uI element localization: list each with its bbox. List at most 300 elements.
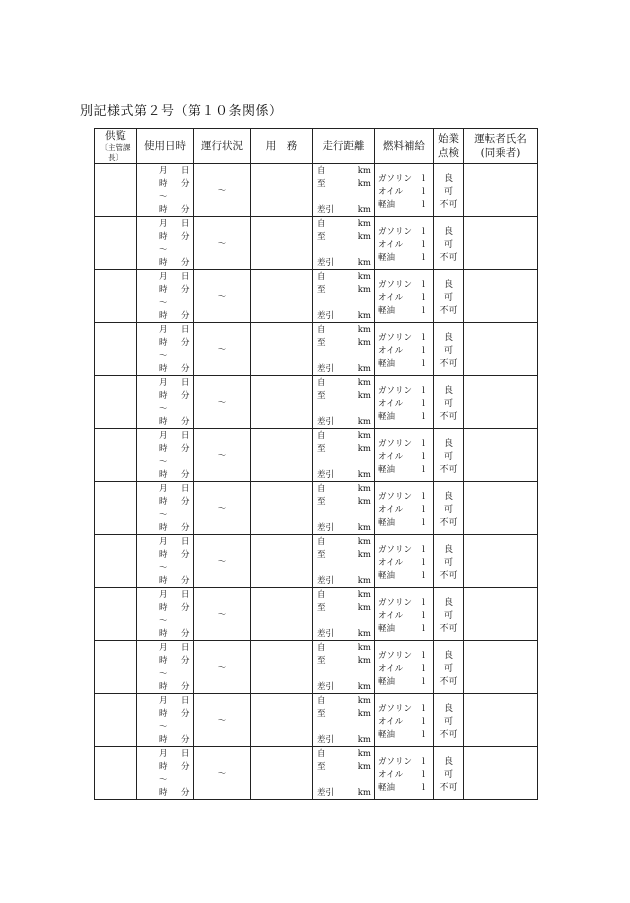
gasoline-label: ガソリン	[378, 757, 413, 767]
day-label: 日	[181, 378, 190, 388]
inspection-cell[interactable]	[434, 376, 464, 429]
liter-oil: l	[422, 611, 425, 621]
fuel-cell[interactable]	[375, 641, 434, 694]
business-cell[interactable]	[251, 694, 313, 747]
kyoran-cell[interactable]	[95, 164, 137, 217]
liter-gasoline: l	[422, 174, 425, 184]
operation-status-cell[interactable]	[194, 535, 251, 588]
minute-label-end: 分	[181, 470, 190, 480]
inspection-ok: 可	[443, 452, 453, 462]
driver-cell[interactable]	[464, 217, 538, 270]
day-label: 日	[181, 590, 190, 600]
tilde-label: ～	[159, 457, 168, 467]
minute-label: 分	[181, 656, 190, 666]
driver-cell[interactable]	[464, 429, 538, 482]
business-cell[interactable]	[251, 588, 313, 641]
fuel-cell[interactable]	[375, 217, 434, 270]
km-label-from: km	[357, 590, 371, 600]
hour-label: 時	[159, 550, 168, 560]
operation-status-cell[interactable]	[194, 376, 251, 429]
inspection-ng: 不可	[439, 200, 458, 210]
table-row	[95, 535, 538, 588]
hour-label: 時	[159, 179, 168, 189]
month-label: 月	[159, 537, 168, 547]
operation-status-cell[interactable]	[194, 270, 251, 323]
gasoline-label: ガソリン	[378, 651, 413, 661]
day-label: 日	[181, 643, 190, 653]
minute-label-end: 分	[181, 788, 190, 798]
driver-cell[interactable]	[464, 747, 538, 800]
table-row	[95, 747, 538, 800]
fuel-cell[interactable]	[375, 482, 434, 535]
liter-keiyu: l	[422, 200, 425, 210]
hour-label: 時	[159, 603, 168, 613]
header-driver-line2: (同乗者)	[480, 147, 521, 159]
diff-label: 差引	[317, 523, 335, 533]
keiyu-label: 軽油	[378, 571, 396, 581]
inspection-ok: 可	[443, 717, 453, 727]
to-label: 至	[317, 762, 326, 772]
diff-label: 差引	[317, 735, 335, 745]
datetime-cell[interactable]	[137, 641, 194, 694]
table-row	[95, 694, 538, 747]
oil-label: オイル	[378, 293, 404, 303]
gasoline-label: ガソリン	[378, 439, 413, 449]
from-label: 自	[317, 590, 326, 600]
keiyu-label: 軽油	[378, 359, 396, 369]
km-label-to: km	[357, 285, 371, 295]
inspection-cell[interactable]	[434, 535, 464, 588]
distance-cell[interactable]	[313, 429, 375, 482]
inspection-cell[interactable]	[434, 217, 464, 270]
inspection-ng: 不可	[439, 518, 458, 528]
fuel-cell[interactable]	[375, 535, 434, 588]
hour-label: 時	[159, 232, 168, 242]
minute-label-end: 分	[181, 311, 190, 321]
liter-oil: l	[422, 717, 425, 727]
month-label: 月	[159, 378, 168, 388]
km-label-from: km	[357, 166, 371, 176]
to-label: 至	[317, 444, 326, 454]
oil-label: オイル	[378, 452, 404, 462]
km-label-from: km	[357, 431, 371, 441]
kyoran-cell[interactable]	[95, 270, 137, 323]
liter-oil: l	[422, 346, 425, 356]
km-label-from: km	[357, 643, 371, 653]
km-label-diff: km	[357, 470, 371, 480]
km-label-from: km	[357, 749, 371, 759]
operation-tilde: ～	[217, 610, 227, 620]
to-label: 至	[317, 179, 326, 189]
table-row	[95, 482, 538, 535]
minute-label-end: 分	[181, 523, 190, 533]
distance-cell[interactable]	[313, 482, 375, 535]
to-label: 至	[317, 338, 326, 348]
inspection-ok: 可	[443, 240, 453, 250]
liter-oil: l	[422, 452, 425, 462]
fuel-cell[interactable]	[375, 588, 434, 641]
oil-label: オイル	[378, 187, 404, 197]
liter-keiyu: l	[422, 518, 425, 528]
liter-gasoline: l	[422, 333, 425, 343]
diff-label: 差引	[317, 629, 335, 639]
inspection-ng: 不可	[439, 677, 458, 687]
inspection-cell[interactable]	[434, 270, 464, 323]
to-label: 至	[317, 497, 326, 507]
minute-label: 分	[181, 603, 190, 613]
keiyu-label: 軽油	[378, 306, 396, 316]
datetime-cell[interactable]	[137, 270, 194, 323]
datetime-cell[interactable]	[137, 323, 194, 376]
km-label-to: km	[357, 179, 371, 189]
table-header-row	[95, 129, 538, 164]
inspection-cell[interactable]	[434, 482, 464, 535]
inspection-cell[interactable]	[434, 323, 464, 376]
kyoran-cell[interactable]	[95, 217, 137, 270]
hour-label-end: 時	[159, 576, 168, 586]
business-cell[interactable]	[251, 429, 313, 482]
from-label: 自	[317, 272, 326, 282]
hour-label-end: 時	[159, 205, 168, 215]
tilde-label: ～	[159, 245, 168, 255]
kyoran-cell[interactable]	[95, 482, 137, 535]
inspection-ok: 可	[443, 293, 453, 303]
operation-tilde: ～	[217, 239, 227, 249]
datetime-cell[interactable]	[137, 482, 194, 535]
day-label: 日	[181, 219, 190, 229]
keiyu-label: 軽油	[378, 465, 396, 475]
oil-label: オイル	[378, 240, 404, 250]
minute-label-end: 分	[181, 258, 190, 268]
keiyu-label: 軽油	[378, 518, 396, 528]
header-kyoran	[95, 129, 137, 164]
minute-label: 分	[181, 338, 190, 348]
distance-cell[interactable]	[313, 588, 375, 641]
liter-oil: l	[422, 770, 425, 780]
hour-label: 時	[159, 762, 168, 772]
hour-label: 時	[159, 709, 168, 719]
kyoran-cell[interactable]	[95, 588, 137, 641]
gasoline-label: ガソリン	[378, 333, 413, 343]
operation-status-cell[interactable]	[194, 164, 251, 217]
business-cell[interactable]	[251, 747, 313, 800]
operation-status-cell[interactable]	[194, 588, 251, 641]
from-label: 自	[317, 325, 326, 335]
km-label-to: km	[357, 656, 371, 666]
kyoran-cell[interactable]	[95, 429, 137, 482]
km-label-diff: km	[357, 629, 371, 639]
inspection-ok: 可	[443, 505, 453, 515]
liter-keiyu: l	[422, 571, 425, 581]
datetime-cell[interactable]	[137, 217, 194, 270]
day-label: 日	[181, 696, 190, 706]
business-cell[interactable]	[251, 535, 313, 588]
keiyu-label: 軽油	[378, 200, 396, 210]
km-label-diff: km	[357, 417, 371, 427]
operation-status-cell[interactable]	[194, 641, 251, 694]
header-usage-datetime: 使用日時	[137, 129, 194, 164]
inspection-cell[interactable]	[434, 747, 464, 800]
liter-gasoline: l	[422, 651, 425, 661]
km-label-from: km	[357, 219, 371, 229]
header-distance: 走行距離	[313, 129, 375, 164]
oil-label: オイル	[378, 558, 404, 568]
hour-label-end: 時	[159, 682, 168, 692]
from-label: 自	[317, 431, 326, 441]
fuel-cell[interactable]	[375, 747, 434, 800]
business-cell[interactable]	[251, 482, 313, 535]
vehicle-log-table	[94, 128, 538, 800]
inspection-ng: 不可	[439, 412, 458, 422]
day-label: 日	[181, 431, 190, 441]
liter-keiyu: l	[422, 253, 425, 263]
operation-tilde: ～	[217, 504, 227, 514]
hour-label-end: 時	[159, 311, 168, 321]
km-label-to: km	[357, 709, 371, 719]
operation-tilde: ～	[217, 716, 227, 726]
tilde-label: ～	[159, 669, 168, 679]
inspection-ng: 不可	[439, 306, 458, 316]
hour-label-end: 時	[159, 258, 168, 268]
distance-cell[interactable]	[313, 270, 375, 323]
kyoran-cell[interactable]	[95, 535, 137, 588]
distance-cell[interactable]	[313, 164, 375, 217]
inspection-good: 良	[443, 598, 453, 608]
km-label-to: km	[357, 338, 371, 348]
minute-label: 分	[181, 497, 190, 507]
driver-cell[interactable]	[464, 588, 538, 641]
business-cell[interactable]	[251, 270, 313, 323]
business-cell[interactable]	[251, 164, 313, 217]
fuel-cell[interactable]	[375, 323, 434, 376]
from-label: 自	[317, 749, 326, 759]
oil-label: オイル	[378, 664, 404, 674]
business-cell[interactable]	[251, 376, 313, 429]
km-label-diff: km	[357, 364, 371, 374]
inspection-good: 良	[443, 757, 453, 767]
distance-cell[interactable]	[313, 376, 375, 429]
km-label-diff: km	[357, 523, 371, 533]
km-label-diff: km	[357, 576, 371, 586]
inspection-ok: 可	[443, 770, 453, 780]
day-label: 日	[181, 484, 190, 494]
month-label: 月	[159, 166, 168, 176]
operation-status-cell[interactable]	[194, 323, 251, 376]
distance-cell[interactable]	[313, 747, 375, 800]
inspection-good: 良	[443, 333, 453, 343]
header-driver	[464, 129, 538, 164]
kyoran-cell[interactable]	[95, 323, 137, 376]
month-label: 月	[159, 272, 168, 282]
minute-label: 分	[181, 232, 190, 242]
from-label: 自	[317, 219, 326, 229]
hour-label: 時	[159, 444, 168, 454]
kyoran-cell[interactable]	[95, 641, 137, 694]
liter-keiyu: l	[422, 465, 425, 475]
table-row	[95, 323, 538, 376]
driver-cell[interactable]	[464, 376, 538, 429]
liter-oil: l	[422, 664, 425, 674]
driver-cell[interactable]	[464, 641, 538, 694]
datetime-cell[interactable]	[137, 747, 194, 800]
driver-cell[interactable]	[464, 694, 538, 747]
month-label: 月	[159, 696, 168, 706]
driver-cell[interactable]	[464, 323, 538, 376]
day-label: 日	[181, 749, 190, 759]
inspection-good: 良	[443, 227, 453, 237]
inspection-good: 良	[443, 704, 453, 714]
operation-status-cell[interactable]	[194, 694, 251, 747]
liter-oil: l	[422, 558, 425, 568]
diff-label: 差引	[317, 364, 335, 374]
minute-label: 分	[181, 179, 190, 189]
datetime-cell[interactable]	[137, 376, 194, 429]
business-cell[interactable]	[251, 323, 313, 376]
diff-label: 差引	[317, 576, 335, 586]
datetime-cell[interactable]	[137, 429, 194, 482]
header-inspection-line2: 点検	[438, 147, 459, 159]
diff-label: 差引	[317, 258, 335, 268]
tilde-label: ～	[159, 722, 168, 732]
business-cell[interactable]	[251, 641, 313, 694]
km-label-from: km	[357, 696, 371, 706]
tilde-label: ～	[159, 616, 168, 626]
minute-label-end: 分	[181, 576, 190, 586]
fuel-cell[interactable]	[375, 376, 434, 429]
km-label-to: km	[357, 391, 371, 401]
distance-cell[interactable]	[313, 694, 375, 747]
km-label-diff: km	[357, 311, 371, 321]
month-label: 月	[159, 643, 168, 653]
liter-gasoline: l	[422, 704, 425, 714]
inspection-good: 良	[443, 492, 453, 502]
minute-label: 分	[181, 391, 190, 401]
gasoline-label: ガソリン	[378, 545, 413, 555]
fuel-cell[interactable]	[375, 164, 434, 217]
inspection-cell[interactable]	[434, 164, 464, 217]
inspection-ng: 不可	[439, 253, 458, 263]
distance-cell[interactable]	[313, 641, 375, 694]
km-label-to: km	[357, 762, 371, 772]
operation-tilde: ～	[217, 186, 227, 196]
datetime-cell[interactable]	[137, 164, 194, 217]
kyoran-cell[interactable]	[95, 747, 137, 800]
gasoline-label: ガソリン	[378, 280, 413, 290]
km-label-from: km	[357, 272, 371, 282]
keiyu-label: 軽油	[378, 677, 396, 687]
table-row	[95, 217, 538, 270]
driver-cell[interactable]	[464, 270, 538, 323]
distance-cell[interactable]	[313, 217, 375, 270]
inspection-cell[interactable]	[434, 588, 464, 641]
km-label-to: km	[357, 232, 371, 242]
operation-status-cell[interactable]	[194, 429, 251, 482]
gasoline-label: ガソリン	[378, 386, 413, 396]
inspection-ok: 可	[443, 399, 453, 409]
km-label-to: km	[357, 603, 371, 613]
tilde-label: ～	[159, 351, 168, 361]
minute-label-end: 分	[181, 735, 190, 745]
oil-label: オイル	[378, 611, 404, 621]
datetime-cell[interactable]	[137, 588, 194, 641]
diff-label: 差引	[317, 417, 335, 427]
driver-cell[interactable]	[464, 164, 538, 217]
tilde-label: ～	[159, 192, 168, 202]
inspection-ok: 可	[443, 346, 453, 356]
operation-status-cell[interactable]	[194, 747, 251, 800]
minute-label: 分	[181, 709, 190, 719]
to-label: 至	[317, 391, 326, 401]
distance-cell[interactable]	[313, 323, 375, 376]
to-label: 至	[317, 232, 326, 242]
diff-label: 差引	[317, 788, 335, 798]
diff-label: 差引	[317, 470, 335, 480]
liter-oil: l	[422, 399, 425, 409]
datetime-cell[interactable]	[137, 694, 194, 747]
month-label: 月	[159, 219, 168, 229]
document-title: 別記様式第２号（第１０条関係）	[80, 104, 283, 119]
liter-keiyu: l	[422, 306, 425, 316]
datetime-cell[interactable]	[137, 535, 194, 588]
oil-label: オイル	[378, 505, 404, 515]
operation-status-cell[interactable]	[194, 482, 251, 535]
km-label-diff: km	[357, 258, 371, 268]
day-label: 日	[181, 166, 190, 176]
table-row	[95, 588, 538, 641]
liter-gasoline: l	[422, 598, 425, 608]
driver-cell[interactable]	[464, 482, 538, 535]
kyoran-cell[interactable]	[95, 376, 137, 429]
header-kyoran-sub: 〔主管課長〕	[100, 143, 131, 162]
fuel-cell[interactable]	[375, 694, 434, 747]
diff-label: 差引	[317, 682, 335, 692]
minute-label: 分	[181, 285, 190, 295]
tilde-label: ～	[159, 404, 168, 414]
tilde-label: ～	[159, 563, 168, 573]
header-driver-line1: 運転者氏名	[474, 133, 527, 145]
liter-gasoline: l	[422, 757, 425, 767]
to-label: 至	[317, 550, 326, 560]
operation-tilde: ～	[217, 398, 227, 408]
inspection-cell[interactable]	[434, 429, 464, 482]
fuel-cell[interactable]	[375, 429, 434, 482]
keiyu-label: 軽油	[378, 412, 396, 422]
km-label-diff: km	[357, 682, 371, 692]
table-body	[95, 164, 538, 800]
hour-label: 時	[159, 338, 168, 348]
liter-keiyu: l	[422, 624, 425, 634]
business-cell[interactable]	[251, 217, 313, 270]
liter-gasoline: l	[422, 227, 425, 237]
oil-label: オイル	[378, 399, 404, 409]
km-label-to: km	[357, 550, 371, 560]
operation-status-cell[interactable]	[194, 217, 251, 270]
liter-keiyu: l	[422, 730, 425, 740]
minute-label-end: 分	[181, 205, 190, 215]
inspection-cell[interactable]	[434, 694, 464, 747]
operation-tilde: ～	[217, 663, 227, 673]
driver-cell[interactable]	[464, 535, 538, 588]
liter-oil: l	[422, 240, 425, 250]
inspection-cell[interactable]	[434, 641, 464, 694]
gasoline-label: ガソリン	[378, 174, 413, 184]
keiyu-label: 軽油	[378, 730, 396, 740]
hour-label: 時	[159, 497, 168, 507]
fuel-cell[interactable]	[375, 270, 434, 323]
kyoran-cell[interactable]	[95, 694, 137, 747]
distance-cell[interactable]	[313, 535, 375, 588]
km-label-diff: km	[357, 788, 371, 798]
